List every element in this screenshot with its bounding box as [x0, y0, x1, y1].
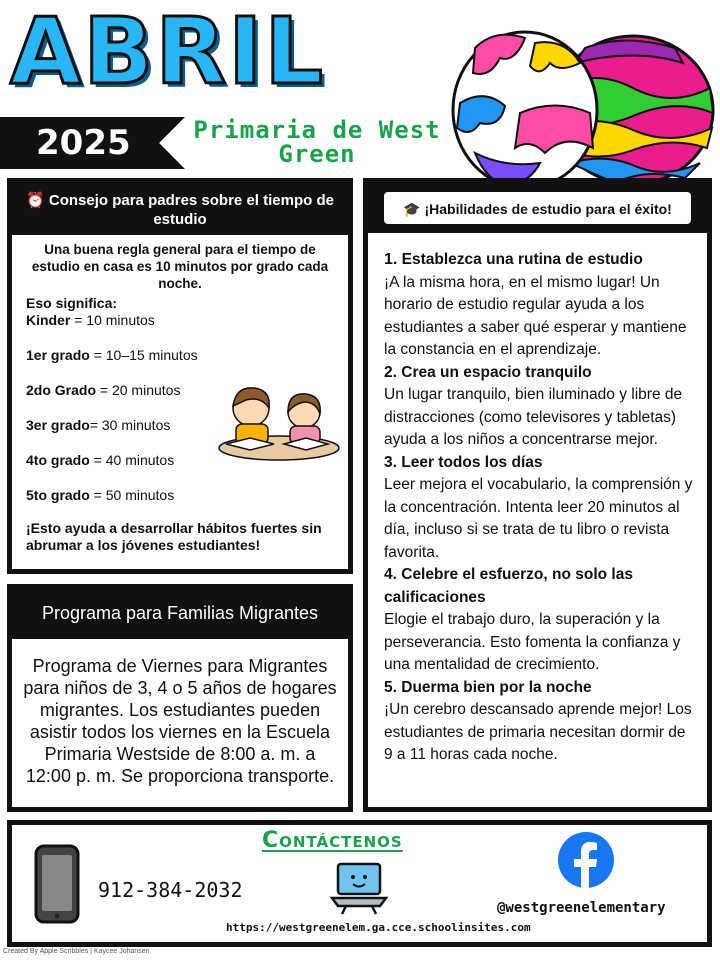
laptop-icon [328, 860, 390, 916]
tip-lead: Eso significa: [26, 295, 118, 311]
tip-footer: ¡Esto ayuda a desarrollar hábitos fuertes sin abrumar a los jóvenes estudiantes! [26, 520, 322, 553]
grade-row: 5to grado = 50 minutos [26, 487, 175, 503]
grade-row: Kinder = 10 minutos [26, 312, 155, 328]
graduation-cap-icon: 🎓 [403, 201, 421, 217]
year-label: 2025 [36, 123, 131, 163]
study-tip: 5. Duerma bien por la noche ¡Un cerebro descansado aprende mejor! Los estudiantes de primaria necesitan dormir de 9 a 11 horas cada noche. [384, 678, 692, 763]
study-tip: 1. Establezca una rutina de estudio ¡A la misma hora, en el mismo lugar! Un horario de estudio regular ayuda a los estudiantes a saber qué esperar y mantiene la constancia en el aprendizaje. [384, 251, 687, 358]
school-name: Primaria de West Green [193, 116, 441, 168]
phone-icon [33, 843, 81, 925]
tip-title: Consejo para padres sobre el tiempo de estudio [48, 192, 334, 228]
grade-row: 2do Grado = 20 minutos [26, 382, 181, 398]
grade-row: 1er grado = 10–15 minutos [26, 347, 198, 363]
study-tips-list [368, 233, 707, 767]
study-title: ¡Habilidades de estudio para el éxito! [424, 201, 672, 217]
white-egg [453, 32, 597, 188]
study-tip: 2. Crea un espacio tranquilo Un lugar tranquilo, bien iluminado y libre de distracciones (como televisores y tabletas) ayuda a los niños a concentrarse mejor. [384, 363, 683, 448]
facebook-icon[interactable] [557, 831, 615, 889]
website-link[interactable]: https://westgreenelem.ga.cce.schoolinsites.com [226, 921, 531, 934]
tip-header [12, 183, 348, 235]
migrant-header: Programa para Familias Migrantes [12, 589, 348, 639]
month-title: ABRIL [10, 0, 326, 105]
alarm-clock-icon: ⏰ [26, 192, 45, 209]
contact-title: Contáctenos [262, 828, 403, 853]
grade-row: 3er grado= 30 minutos [26, 417, 171, 433]
easter-eggs-illustration [445, 18, 720, 188]
tip-intro: Una buena regla general para el tiempo de estudio en casa es 10 minutos por grado cada noche. [31, 242, 329, 291]
credit-text: Created By Apple Scribbles | Kaycee Johansen [3, 948, 150, 955]
grade-row: 4to grado = 40 minutos [26, 452, 175, 468]
migrant-program-box [7, 584, 353, 812]
phone-number[interactable]: 912-384-2032 [98, 878, 243, 902]
study-skills-box [363, 178, 712, 812]
study-tip: 3. Leer todos los días Leer mejora el vocabulario, la comprensión y la concentración. Intenta leer 20 minutos al día, incluso si se trata de tu libro o revista favorita. [384, 453, 693, 561]
study-header [382, 190, 693, 226]
study-tip: 4. Celebre el esfuerzo, no solo las calificaciones Elogie el trabajo duro, la superación y la perseverancia. Esto fomenta la confianza y una mentalidad de crecimiento. [384, 566, 681, 673]
kids-studying-illustration [216, 378, 342, 464]
social-handle[interactable]: @westgreenelementary [497, 900, 666, 916]
migrant-text: Programa de Viernes para Migrantes para niños de 3, 4 o 5 años de hogares migrantes. Los estudiantes pueden asistir todos los viernes en la Escuela Primaria Westside de 8:00 a. m. a 12:00 p. m. Se proporciona transporte. [23, 656, 337, 786]
study-time-tip-box [7, 178, 353, 574]
study-header-bar [368, 183, 707, 233]
